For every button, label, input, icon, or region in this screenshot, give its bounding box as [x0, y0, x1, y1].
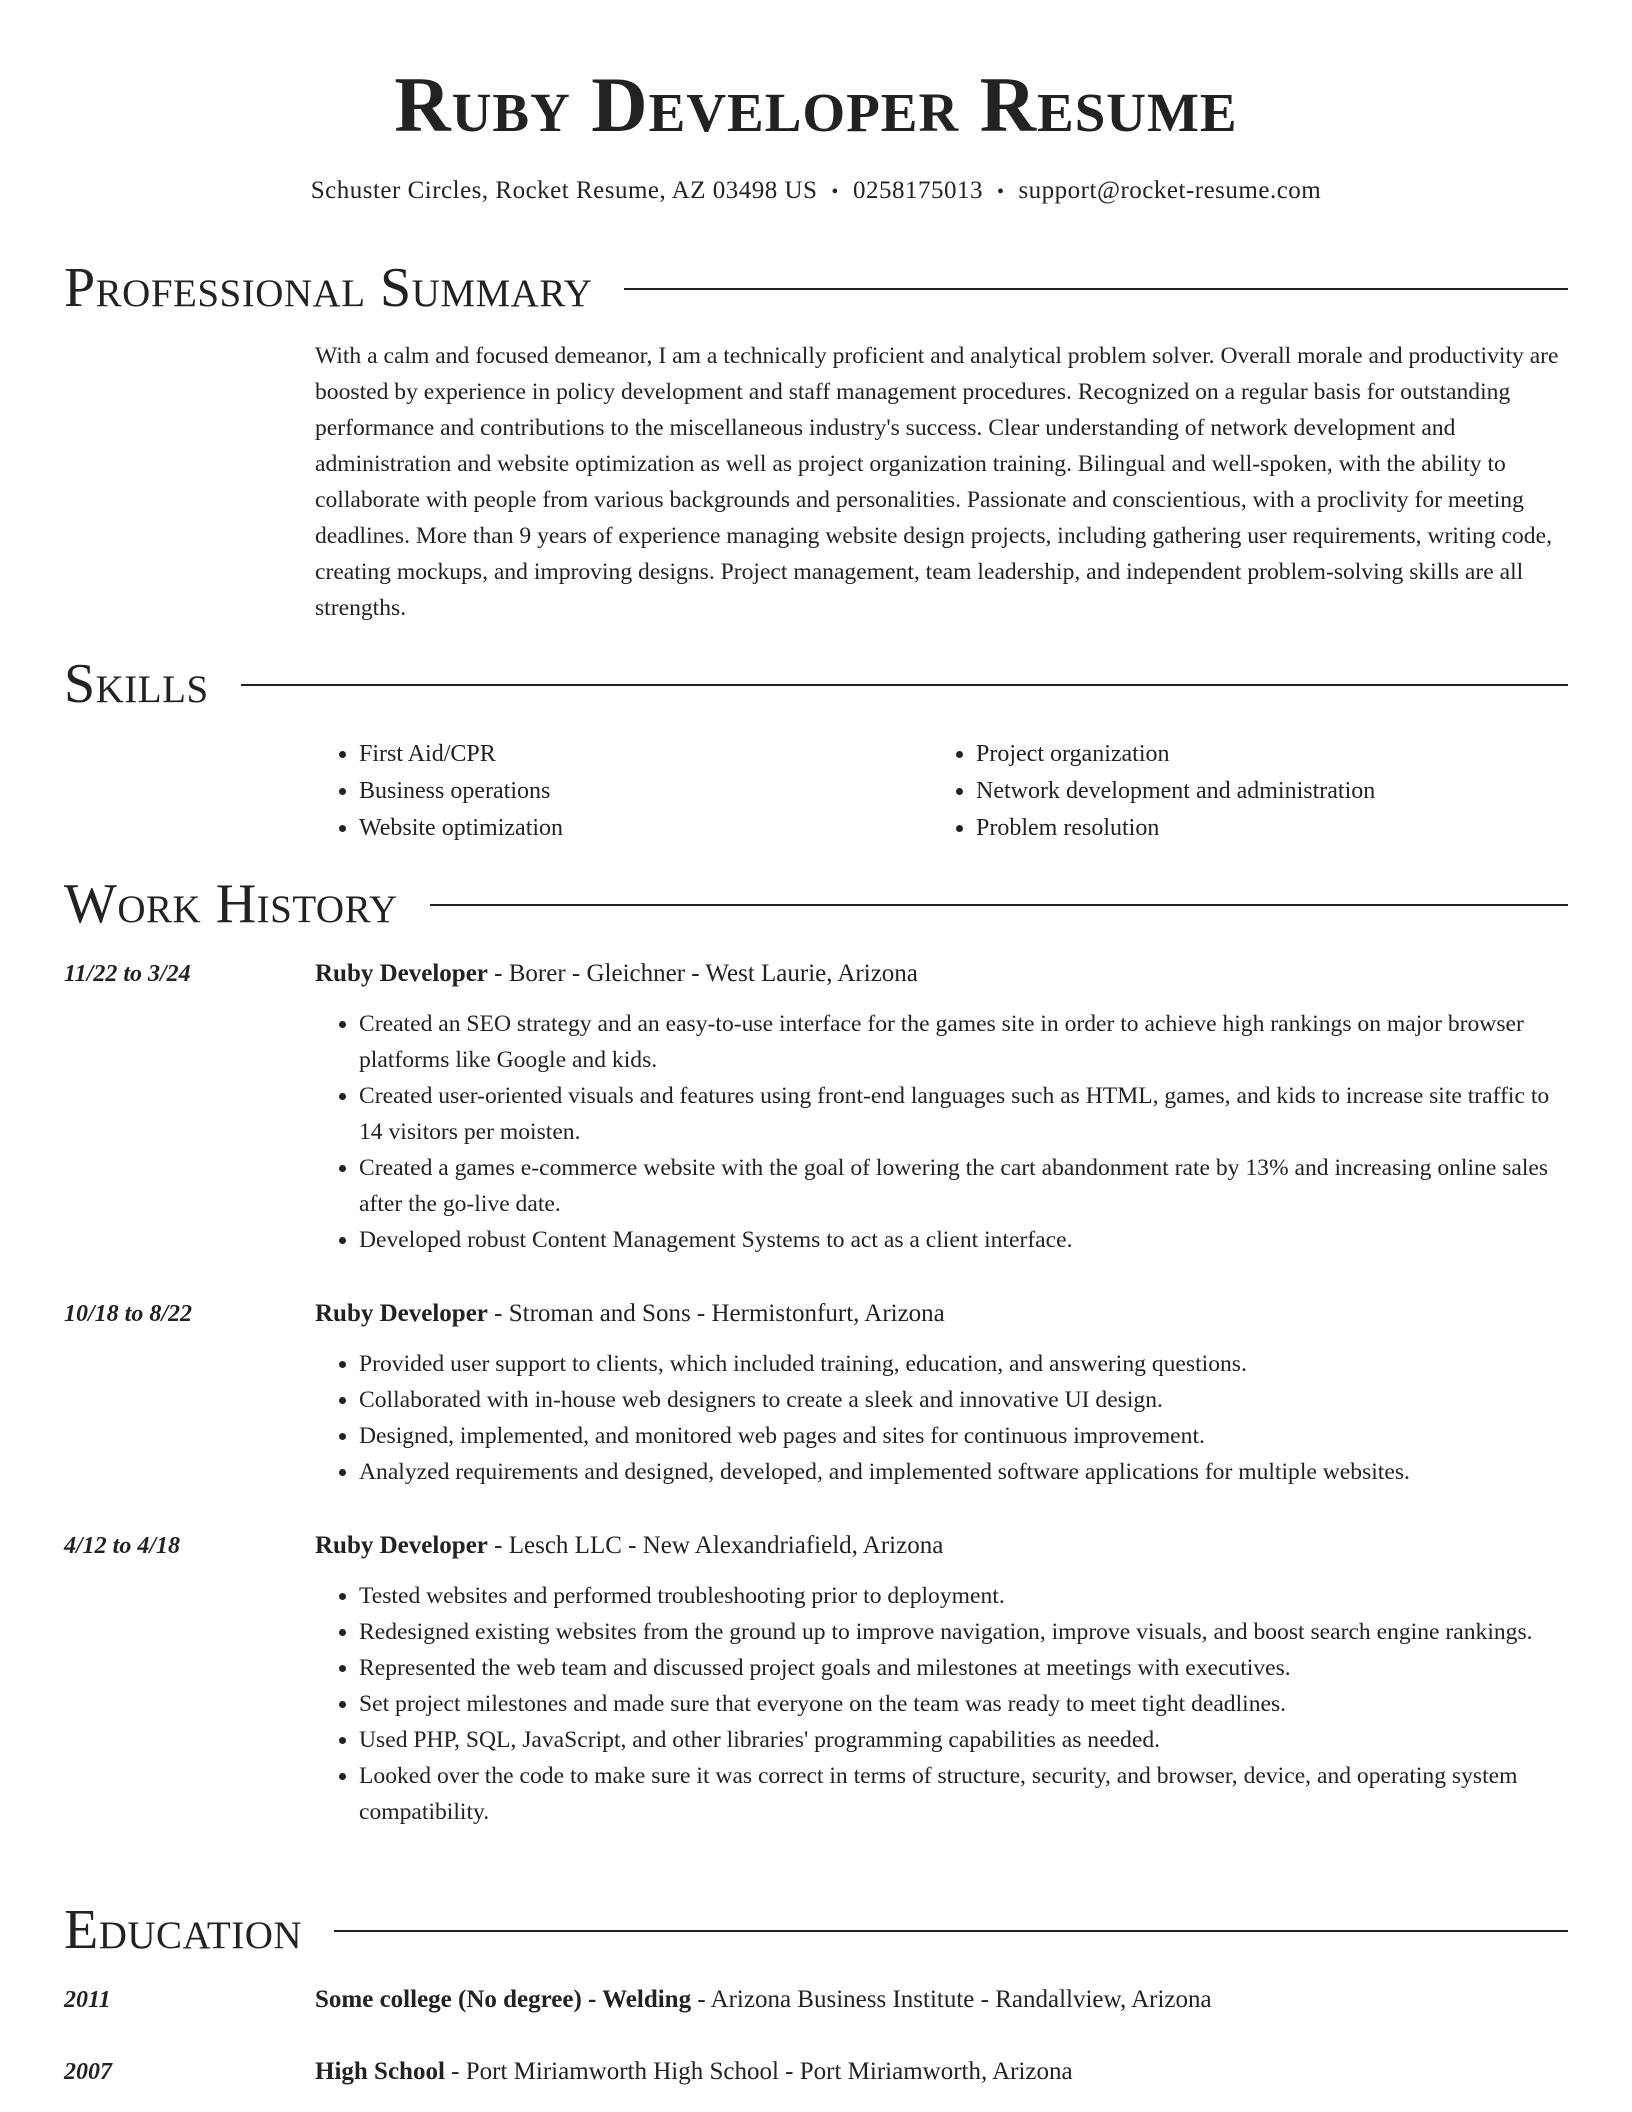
section-divider: [624, 288, 1568, 290]
education-degree: Some college (No degree) - Welding: [315, 1986, 692, 2013]
contact-email[interactable]: support@rocket-resume.com: [1018, 177, 1322, 204]
job-bullet: • Collaborated with in-house web designers to create a sleek and innovative UI design.: [359, 1382, 1568, 1418]
education-entry: [64, 2054, 1568, 2090]
job-bullets: [315, 1346, 1568, 1490]
job-title-line: [315, 1528, 943, 1564]
education-school: - Port Miriamworth High School - Port Miriamworth, Arizona: [444, 2058, 1073, 2085]
section-header-work: [64, 872, 1568, 936]
job-bullets: [315, 1578, 1568, 1830]
contact-line: [0, 176, 1632, 207]
job-company: - Borer - Gleichner - West Laurie, Arizona: [487, 960, 918, 987]
skills-column-left: [315, 736, 932, 847]
skill-item: • First Aid/CPR: [359, 736, 932, 773]
section-header-skills: [64, 652, 1568, 716]
job-bullet: • Represented the web team and discussed project goals and milestones at meetings with executives.: [359, 1650, 1568, 1686]
job-title-line: [315, 956, 918, 992]
section-title-skills: Skills: [64, 653, 209, 715]
job-bullet: • Created an SEO strategy and an easy-to-use interface for the games site in order to achieve high rankings on major browser platforms like Google and kids.: [359, 1006, 1568, 1078]
education-degree: High School: [315, 2058, 445, 2085]
education-entry: [64, 1982, 1568, 2018]
job-bullets: [315, 1006, 1568, 1258]
job-dates: 4/12 to 4/18: [64, 1533, 181, 1559]
job-bullet: • Used PHP, SQL, JavaScript, and other libraries' programming capabilities as needed.: [359, 1722, 1568, 1758]
contact-separator: •: [996, 181, 1005, 203]
job-role: Ruby Developer: [315, 960, 488, 987]
education-year: 2011: [64, 1987, 111, 2013]
section-title-work: Work History: [64, 873, 398, 935]
education-line: [315, 2054, 1073, 2090]
section-divider: [241, 684, 1568, 686]
job-bullet: • Created a games e-commerce website with the goal of lowering the cart abandonment rate by 13% and increasing online sales after the go-live date.: [359, 1150, 1568, 1222]
education-year: 2007: [64, 2059, 112, 2085]
contact-phone: 0258175013: [852, 177, 983, 204]
education-school: - Arizona Business Institute - Randallview, Arizona: [691, 1986, 1212, 2013]
job-bullet: • Looked over the code to make sure it was correct in terms of structure, security, and browser, device, and operating system compatibility.: [359, 1758, 1568, 1830]
job-bullet: • Redesigned existing websites from the ground up to improve navigation, improve visuals, and boost search engine rankings.: [359, 1614, 1568, 1650]
summary-paragraph: With a calm and focused demeanor, I am a technically proficient and analytical problem solver. Overall morale and productivity are boosted by experience in policy development and staff management procedures. Recognized on a regular basis for outstanding performance and contributions to the miscellaneous industry's success. Clear understanding of network development and administration and website optimization as well as project organization training. Bilingual and well-spoken, with the ability to collaborate with people from various backgrounds and personalities. Passionate and conscientious, with a proclivity for meeting deadlines. More than 9 years of experience managing website design projects, including gathering user requirements, writing code, creating mockups, and improving designs. Project management, team leadership, and independent problem-solving skills are all strengths.: [315, 343, 1559, 621]
job-bullet: • Analyzed requirements and designed, developed, and implemented software applications for multiple websites.: [359, 1454, 1568, 1490]
section-title-education: Education: [64, 1899, 303, 1961]
skill-item: • Problem resolution: [976, 810, 1549, 847]
job-bullet: • Developed robust Content Management Systems to act as a client interface.: [359, 1222, 1568, 1258]
section-title-summary: Professional Summary: [64, 257, 593, 319]
skill-item: • Project organization: [976, 736, 1549, 773]
section-divider: [430, 904, 1568, 906]
job-company: - Lesch LLC - New Alexandriafield, Arizona: [487, 1532, 944, 1559]
job-bullet: • Created user-oriented visuals and features using front-end languages such as HTML, games, and kids to increase site traffic to 14 visitors per moisten.: [359, 1078, 1568, 1150]
job-dates: 10/18 to 8/22: [64, 1301, 193, 1327]
section-header-education: [64, 1898, 1568, 1962]
resume-title: Ruby Developer Resume: [394, 61, 1238, 148]
job-company: - Stroman and Sons - Hermistonfurt, Arizona: [487, 1300, 945, 1327]
skill-item: • Business operations: [359, 773, 932, 810]
skills-column-right: [932, 736, 1549, 847]
job-bullet: • Designed, implemented, and monitored web pages and sites for continuous improvement.: [359, 1418, 1568, 1454]
job-bullet: • Provided user support to clients, which included training, education, and answering questions.: [359, 1346, 1568, 1382]
contact-address: Schuster Circles, Rocket Resume, AZ 03498 US: [310, 177, 818, 204]
job-title-line: [315, 1296, 945, 1332]
job-role: Ruby Developer: [315, 1532, 488, 1559]
section-divider: [334, 1930, 1568, 1932]
job-dates: 11/22 to 3/24: [64, 961, 191, 987]
job-bullet: • Tested websites and performed troubleshooting prior to deployment.: [359, 1578, 1568, 1614]
skill-item: • Network development and administration: [976, 773, 1549, 810]
education-line: [315, 1982, 1212, 2018]
job-bullet: • Set project milestones and made sure that everyone on the team was ready to meet tight deadlines.: [359, 1686, 1568, 1722]
skills-list: [315, 736, 1568, 847]
skill-item: • Website optimization: [359, 810, 932, 847]
contact-separator: •: [831, 181, 839, 203]
job-role: Ruby Developer: [315, 1300, 488, 1327]
section-header-summary: [64, 256, 1568, 320]
